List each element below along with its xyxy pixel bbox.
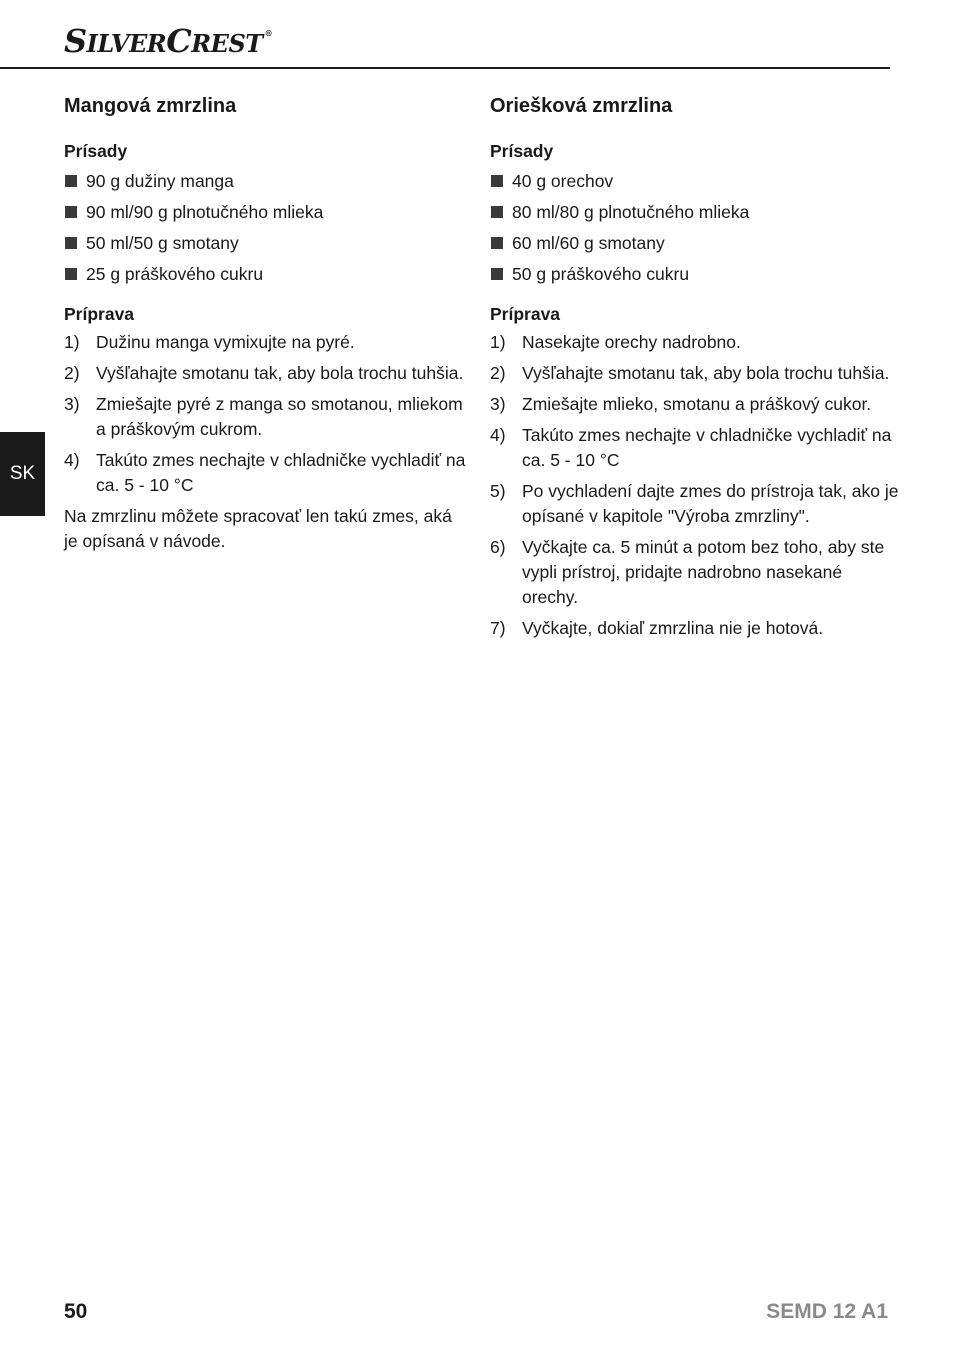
list-item: 60 ml/60 g smotany <box>490 231 900 256</box>
steps-list <box>64 330 469 498</box>
bullet-square-icon <box>65 175 77 187</box>
bullet-square-icon <box>65 206 77 218</box>
recipe-title: Oriešková zmrzlina <box>490 95 673 117</box>
bullet-square-icon <box>65 268 77 280</box>
step-item: 4) Takúto zmes nechajte v chladničke vychladiť na ca. 5 - 10 °C <box>490 425 892 470</box>
list-item: 90 g dužiny manga <box>64 169 469 194</box>
list-item: 40 g orechov <box>490 169 900 194</box>
note-paragraph: Na zmrzlinu môžete spracovať len takú zmes, aká je opísaná v návode. <box>64 506 452 551</box>
step-item: 1) Nasekajte orechy nadrobno. <box>490 332 741 352</box>
list-item: 80 ml/80 g plnotučného mlieka <box>490 200 900 225</box>
preparation-heading: Príprava <box>64 304 135 324</box>
language-tab-label: SK <box>9 463 36 484</box>
bullet-square-icon <box>491 206 503 218</box>
bullet-square-icon <box>491 237 503 249</box>
language-tab <box>0 432 45 516</box>
step-item: 6) Vyčkajte ca. 5 minút a potom bez toho, aby ste vypli prístroj, pridajte nadrobno nasekané orechy. <box>490 537 885 607</box>
bullet-square-icon <box>491 268 503 280</box>
step-item: 4) Takúto zmes nechajte v chladničke vychladiť na ca. 5 - 10 °C <box>64 450 466 495</box>
step-item: 7) Vyčkajte, dokiaľ zmrzlina nie je hotová. <box>490 618 824 638</box>
bullet-square-icon <box>65 237 77 249</box>
page-number: 50 <box>64 1300 88 1323</box>
ingredients-list <box>64 169 469 287</box>
list-item: 50 g práškového cukru <box>490 262 900 287</box>
header-rule <box>0 67 890 69</box>
step-item: 2) Vyšľahajte smotanu tak, aby bola trochu tuhšia. <box>490 363 890 383</box>
silvercrest-logo: S ILVER C REST ® <box>64 22 273 60</box>
mango-recipe <box>64 92 469 554</box>
list-item: 90 ml/90 g plnotučného mlieka <box>64 200 469 225</box>
ingredients-list <box>490 169 900 287</box>
step-item: 3) Zmiešajte pyré z manga so smotanou, mliekom a práškovým cukrom. <box>64 394 463 439</box>
step-item: 2) Vyšľahajte smotanu tak, aby bola trochu tuhšia. <box>64 363 464 383</box>
model-number: SEMD 12 A1 <box>766 1300 888 1323</box>
list-item: 25 g práškového cukru <box>64 262 469 287</box>
nut-recipe <box>490 92 900 647</box>
ingredients-heading: Prísady <box>490 141 554 161</box>
ingredients-heading: Prísady <box>64 141 128 161</box>
step-item: 3) Zmiešajte mlieko, smotanu a práškový cukor. <box>490 394 872 414</box>
list-item: 50 ml/50 g smotany <box>64 231 469 256</box>
step-item: 1) Dužinu manga vymixujte na pyré. <box>64 332 355 352</box>
steps-list <box>490 330 900 641</box>
bullet-square-icon <box>491 175 503 187</box>
preparation-heading: Príprava <box>490 304 561 324</box>
recipe-title: Mangová zmrzlina <box>64 95 237 117</box>
step-item: 5) Po vychladení dajte zmes do prístroja tak, ako je opísané v kapitole "Výroba zmrzliny". <box>490 481 899 526</box>
